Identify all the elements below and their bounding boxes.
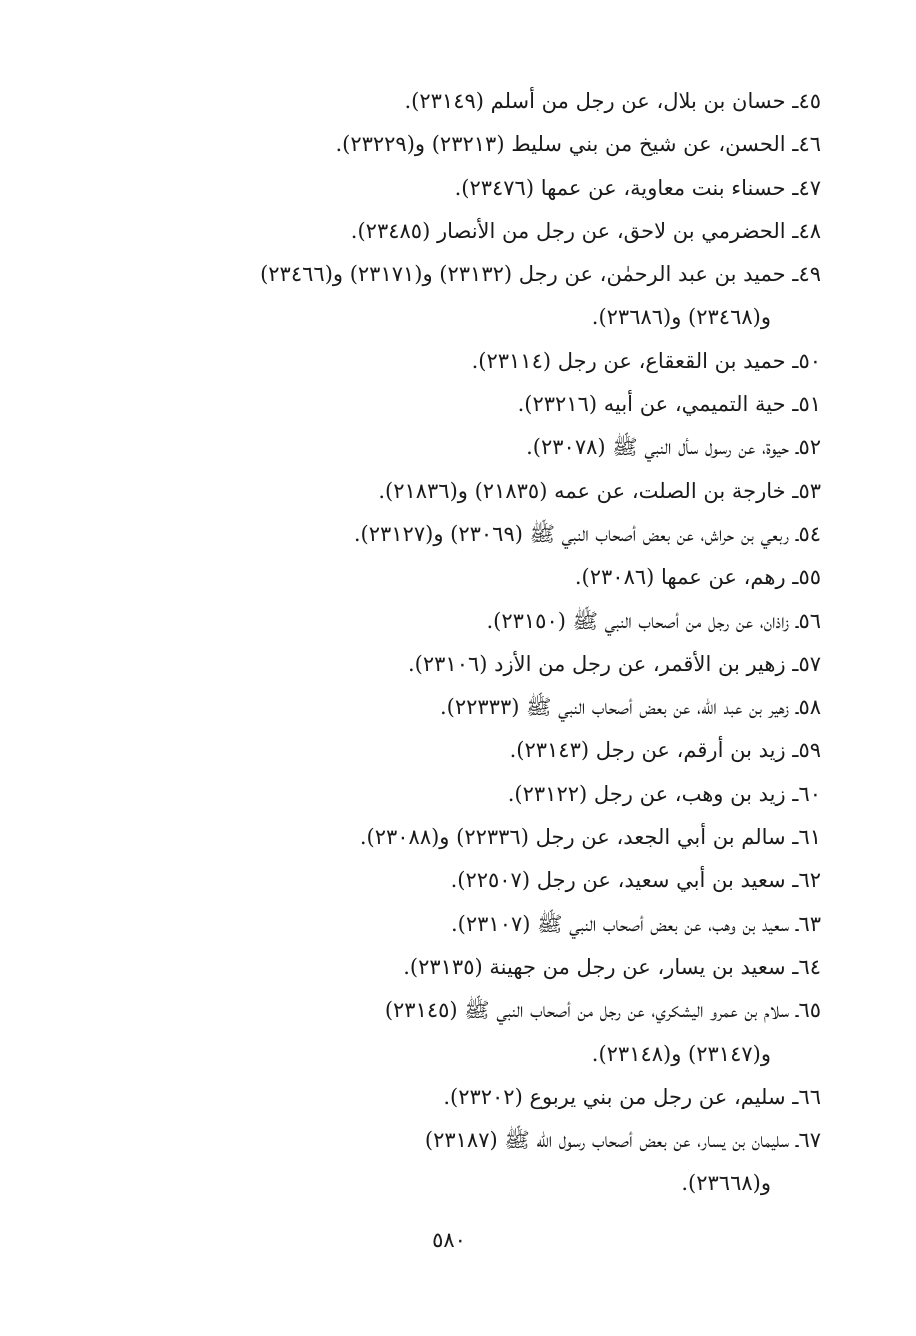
entry (101, 643, 821, 686)
entry-number: ٤٩ (798, 262, 821, 287)
entry-number: ٥٦ (798, 608, 821, 633)
entry-dash: ـ (785, 565, 799, 590)
entry-dash: ـ (789, 435, 799, 460)
entry-text: سلام بن عمرو اليشكري، عن رجل من أصحاب النبي ﷺ (٢٣١٤٥) (384, 998, 790, 1023)
entry (101, 903, 821, 946)
entry-dash: ـ (785, 781, 799, 806)
entry-number: ٥٩ (798, 738, 821, 763)
entry-number: ٦٣ (798, 911, 821, 936)
entry-dash: ـ (785, 89, 799, 113)
entry-text: حسان بن بلال، عن رجل من أسلم (٢٣١٤٩). (404, 89, 786, 113)
entry (101, 600, 821, 643)
entry-dash: ـ (785, 738, 799, 763)
entry (101, 1076, 821, 1119)
entry (101, 1119, 821, 1162)
entry-text: سليمان بن يسار، عن بعض أصحاب رسول الله ﷺ (٢٣١٨٧) (424, 1128, 790, 1153)
entry-text: زهير بن عبد الله، عن بعض أصحاب النبي ﷺ (٢٢٣٣٣). (439, 695, 790, 720)
entry-text: سعيد بن يسار، عن رجل من جهينة (٢٣١٣٥). (403, 954, 786, 979)
entry (101, 946, 821, 989)
entry (101, 816, 821, 859)
entry-dash: ـ (789, 695, 799, 720)
entry-dash: ـ (789, 998, 799, 1023)
entry-number: ٥٥ (798, 565, 821, 590)
entry-dash: ـ (785, 825, 799, 850)
entry-number: ٤٦ (798, 132, 821, 157)
entry-text: حميد بن عبد الرحمٰن، عن رجل (٢٣١٣٢) و(٢٣١٧١) و(٢٣٤٦٦) (260, 262, 786, 287)
entry-text: الحسن، عن شيخ من بني سليط (٢٣٢١٣) و(٢٣٢٢٩). (335, 132, 786, 157)
entry-number: ٤٨ (798, 218, 821, 243)
entry (101, 859, 821, 902)
entry-number: ٥٢ (798, 435, 821, 460)
entry-dash: ـ (785, 478, 799, 503)
entry-text: خارجة بن الصلت، عن عمه (٢١٨٣٥) و(٢١٨٣٦). (378, 478, 786, 503)
entry-dash: ـ (789, 911, 799, 936)
entry-continuation: و(٢٣٤٦٨) و(٢٣٦٨٦). (591, 305, 771, 330)
entry-number: ٥٤ (798, 521, 821, 546)
entry-dash: ـ (785, 651, 799, 676)
entry-dash: ـ (785, 132, 799, 157)
page-number: ٥٨٠ (432, 1228, 466, 1252)
entry-number: ٥٣ (798, 478, 821, 503)
entry-text: رهم، عن عمها (٢٣٠٨٦). (574, 565, 786, 590)
entry-dash: ـ (785, 392, 799, 417)
entry-number: ٦٢ (798, 868, 821, 893)
entry (101, 513, 821, 556)
entry (101, 556, 821, 599)
entry-text: زهير بن الأقمر، عن رجل من الأزد (٢٣١٠٦). (408, 651, 786, 676)
entry-dash: ـ (785, 218, 799, 243)
entry (101, 383, 821, 426)
entry-continuation: و(٢٣٦٦٨). (681, 1171, 771, 1196)
entry-number: ٦١ (798, 825, 821, 850)
entry-text: الحضرمي بن لاحق، عن رجل من الأنصار (٢٣٤٨٥). (350, 218, 786, 243)
entry-text: ربعي بن حراش، عن بعض أصحاب النبي ﷺ (٢٣٠٦٩) و(٢٣١٢٧). (353, 521, 790, 546)
entry-number: ٦٧ (798, 1128, 821, 1153)
entry-dash: ـ (785, 868, 799, 893)
entry-number: ٥١ (798, 392, 821, 417)
entry (101, 167, 821, 210)
entry (101, 773, 821, 816)
entry-dash: ـ (785, 175, 799, 200)
entry-dash: ـ (785, 1084, 799, 1109)
entry-number: ٥٠ (798, 348, 821, 373)
entry-text: حميد بن القعقاع، عن رجل (٢٣١١٤). (471, 348, 786, 373)
entry (101, 989, 821, 1032)
entry (101, 253, 821, 296)
entry-number: ٤٥ (798, 89, 821, 113)
entries-list (101, 80, 821, 1206)
entry-number: ٥٧ (798, 651, 821, 676)
entry (101, 426, 821, 469)
entry-text: سعيد بن أبي سعيد، عن رجل (٢٢٥٠٧). (450, 868, 786, 893)
entry-dash: ـ (785, 954, 799, 979)
entry (101, 210, 821, 253)
entry (101, 123, 821, 166)
entry-dash: ـ (789, 1128, 799, 1153)
entry (101, 729, 821, 772)
entry-number: ٦٥ (798, 998, 821, 1023)
entry-text: زيد بن وهب، عن رجل (٢٣١٢٢). (507, 781, 786, 806)
entry-text: حية التميمي، عن أبيه (٢٣٢١٦). (517, 392, 786, 417)
entry-text: حيوة، عن رسول سأل النبي ﷺ (٢٣٠٧٨). (526, 435, 790, 460)
entry-text: سالم بن أبي الجعد، عن رجل (٢٢٣٣٦) و(٢٣٠٨٨). (359, 825, 786, 850)
entry-number: ٦٦ (798, 1084, 821, 1109)
entry-text: سعيد بن وهب، عن بعض أصحاب النبي ﷺ (٢٣١٠٧). (450, 911, 790, 936)
entry (101, 686, 821, 729)
entry-dash: ـ (785, 348, 799, 373)
entry-text: سليم، عن رجل من بني يربوع (٢٣٢٠٢). (443, 1084, 786, 1109)
entry (101, 80, 821, 123)
entry-number: ٦٤ (798, 954, 821, 979)
entry-number: ٦٠ (798, 781, 821, 806)
entry (101, 470, 821, 513)
entry-text: زاذان، عن رجل من أصحاب النبي ﷺ (٢٣١٥٠). (486, 608, 790, 633)
entry-text: حسناء بنت معاوية، عن عمها (٢٣٤٧٦). (454, 175, 786, 200)
entry-number: ٤٧ (798, 175, 821, 200)
entry-continuation: و(٢٣١٤٧) و(٢٣١٤٨). (591, 1041, 771, 1066)
entry-dash: ـ (785, 262, 799, 287)
entry-number: ٥٨ (798, 695, 821, 720)
entry-dash: ـ (789, 521, 799, 546)
entry-text: زيد بن أرقم، عن رجل (٢٣١٤٣). (509, 738, 786, 763)
entry-dash: ـ (789, 608, 799, 633)
entry (101, 340, 821, 383)
